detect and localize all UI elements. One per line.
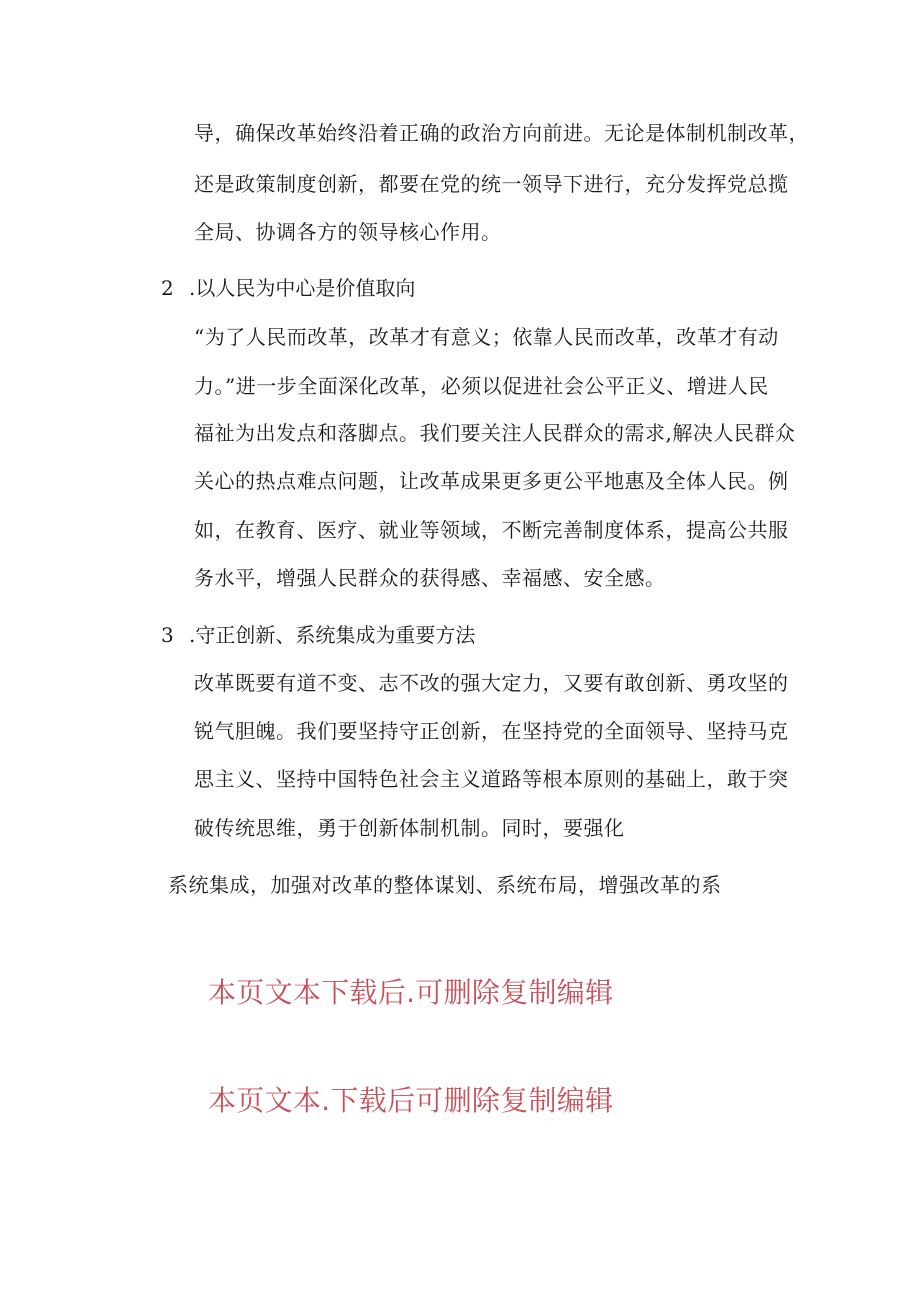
section-3-title: .守正创新、系统集成为重要方法: [189, 623, 476, 647]
section-2-line-2: 力。”进一步全面深化改革，必须以促进社会公平正义、增进人民: [194, 374, 769, 398]
intro-line-3: 全局、协调各方的领导核心作用。: [194, 220, 502, 244]
section-2-line-6: 务水平，增强人民群众的获得感、幸福感、安全感。: [194, 566, 666, 590]
watermark-2: 本页文本.下载后可删除复制编辑: [208, 1084, 614, 1117]
section-2-line-4: 关心的热点难点问题，让改革成果更多更公平地惠及全体人民。例: [194, 469, 789, 493]
section-3-line-3: 思主义、坚持中国特色社会主义道路等根本原则的基础上，敢于突: [194, 767, 789, 791]
section-3-number: 3: [161, 623, 174, 647]
section-2-line-5: 如，在教育、医疗、就业等领域，不断完善制度体系，提高公共服: [194, 518, 789, 542]
section-3-line-2: 锐气胆魄。我们要坚持守正创新，在坚持党的全面领导、坚持马克: [194, 719, 789, 743]
section-3-line-4: 破传统思维，勇于创新体制机制。同时，要强化: [194, 816, 625, 840]
intro-line-1: 导，确保改革始终沿着正确的政治方向前进。无论是体制机制改革，: [194, 121, 809, 145]
section-2-title: .以人民为中心是价值取向: [189, 276, 416, 300]
watermark-1: 本页文本下载后.可删除复制编辑: [208, 976, 614, 1009]
section-3-tail-line: 系统集成，加强对改革的整体谋划、系统布局，增强改革的系: [168, 873, 722, 897]
section-3-heading: [161, 622, 475, 648]
section-2-heading: [161, 275, 415, 301]
section-2-line-1: “为了人民而改革，改革才有意义；依靠人民而改革，改革才有动: [194, 325, 779, 349]
intro-line-2: 还是政策制度创新，都要在党的统一领导下进行，充分发挥党总揽: [194, 172, 789, 196]
section-3-line-1: 改革既要有道不变、志不改的强大定力，又要有敢创新、勇攻坚的: [194, 671, 789, 695]
section-2-number: 2: [161, 276, 174, 300]
section-2-line-3: 福祉为出发点和落脚点。我们要关注人民群众的需求,解决人民群众: [194, 421, 796, 445]
